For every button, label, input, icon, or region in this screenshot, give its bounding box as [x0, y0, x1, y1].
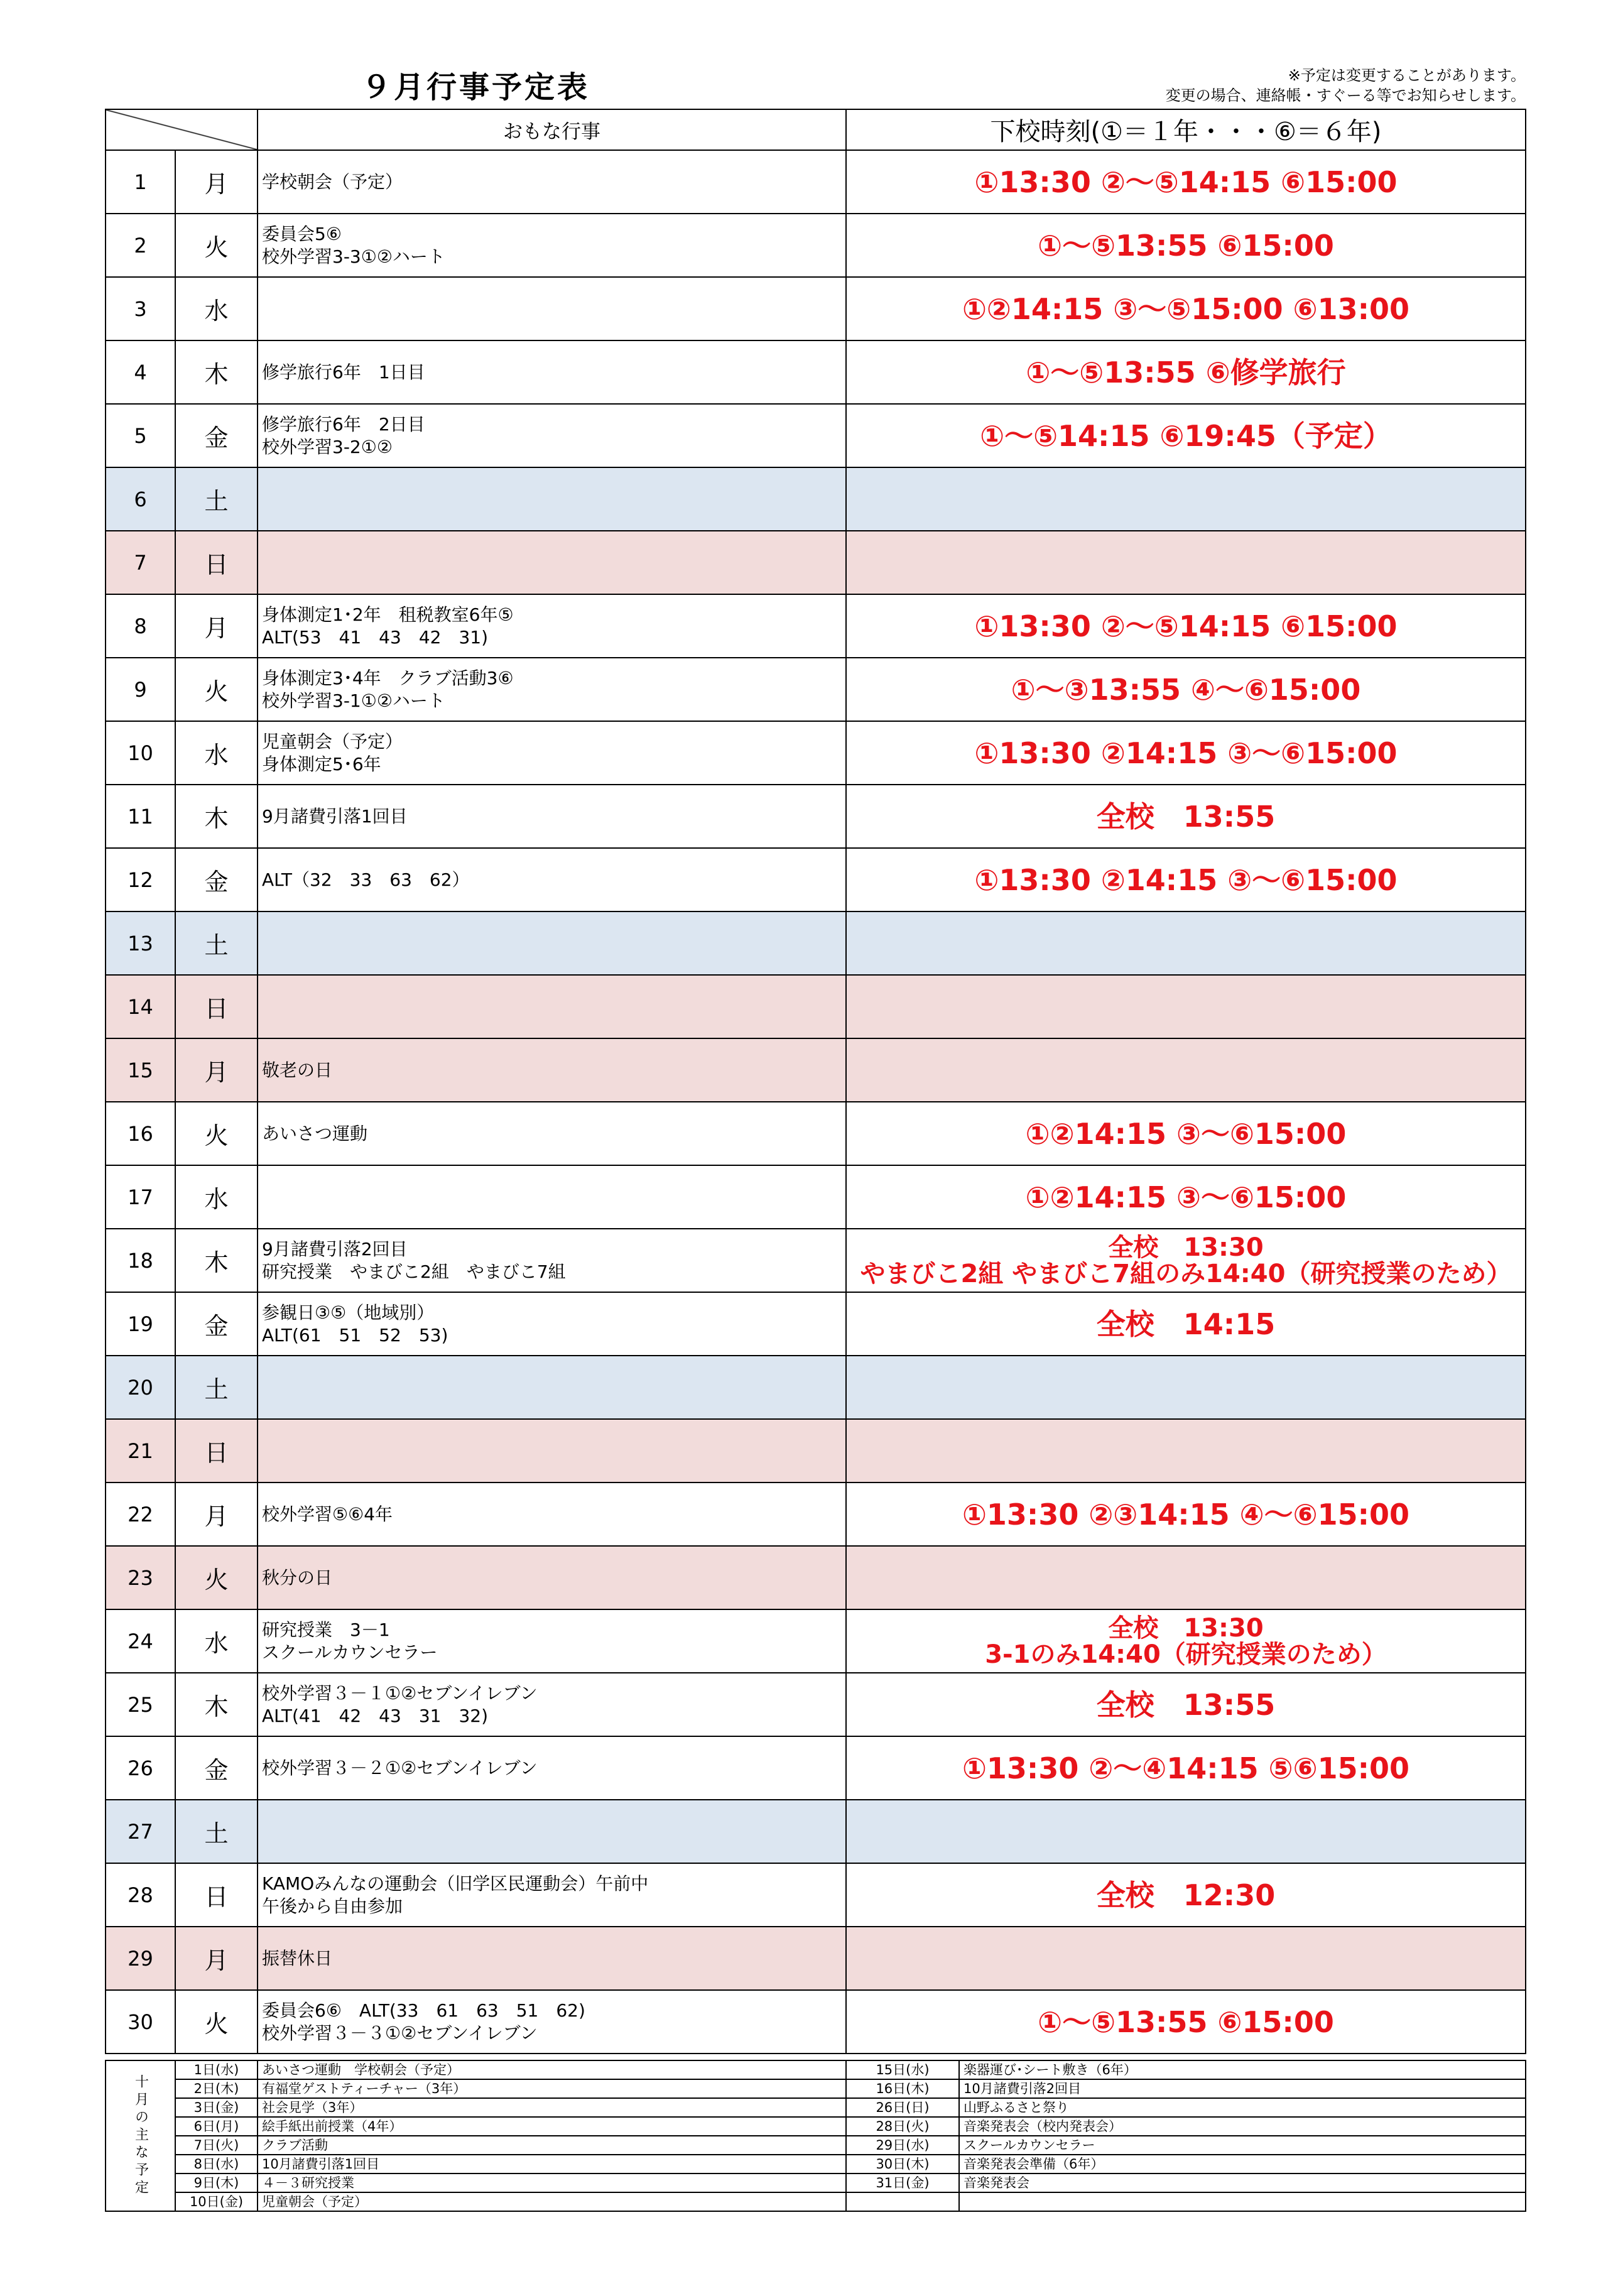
day-number: 2	[106, 214, 175, 277]
event-line: 午後から自由参加	[262, 1895, 403, 1917]
dismissal-cell	[846, 531, 1526, 594]
day-row	[106, 531, 1526, 594]
day-row	[106, 277, 1526, 340]
october-date: 28日(火)	[846, 2117, 959, 2136]
october-date: 30日(木)	[846, 2155, 959, 2174]
dismissal-cell	[846, 1927, 1526, 1990]
change-notice	[1166, 65, 1526, 106]
day-row	[106, 594, 1526, 658]
day-of-week: 木	[175, 1673, 258, 1736]
event-line: ALT(41 42 43 31 32)	[262, 1705, 488, 1726]
day-row	[106, 1102, 1526, 1165]
day-of-week: 火	[175, 1990, 258, 2054]
dismissal-cell	[846, 1038, 1526, 1102]
event-line: 学校朝会（予定）	[262, 171, 403, 192]
day-of-week: 金	[175, 404, 258, 467]
schedule-table	[105, 109, 1526, 2054]
october-date: 29日(水)	[846, 2136, 959, 2155]
dismissal-time: ①13:30 ②～⑤14:15 ⑥15:00	[974, 165, 1398, 199]
day-row	[106, 1229, 1526, 1292]
events-cell	[258, 975, 846, 1038]
dismissal-cell	[846, 1673, 1526, 1736]
day-number: 1	[106, 150, 175, 214]
event-line: 秋分の日	[262, 1567, 333, 1588]
day-number: 13	[106, 911, 175, 975]
day-of-week: 水	[175, 1609, 258, 1673]
dismissal-time: ①13:30 ②14:15 ③～⑥15:00	[974, 862, 1398, 897]
day-row	[106, 721, 1526, 785]
day-row	[106, 340, 1526, 404]
day-row	[106, 1292, 1526, 1356]
day-of-week: 水	[175, 1165, 258, 1229]
october-row	[106, 2192, 1526, 2211]
events-cell	[258, 1736, 846, 1800]
day-of-week: 木	[175, 340, 258, 404]
october-event	[959, 2192, 1526, 2211]
day-of-week: 火	[175, 214, 258, 277]
october-row	[106, 2079, 1526, 2098]
october-row	[106, 2098, 1526, 2117]
day-of-week: 月	[175, 150, 258, 214]
day-row	[106, 1927, 1526, 1990]
dismissal-time: ①～⑤13:55 ⑥15:00	[1038, 228, 1334, 263]
dismissal-cell	[846, 1292, 1526, 1356]
events-cell	[258, 531, 846, 594]
events-cell	[258, 1927, 846, 1990]
events-cell	[258, 1673, 846, 1736]
day-row	[106, 1038, 1526, 1102]
day-number: 8	[106, 594, 175, 658]
events-cell	[258, 848, 846, 911]
event-line: 校外学習3-1①②ハート	[262, 690, 445, 711]
events-cell	[258, 1165, 846, 1229]
day-row	[106, 1609, 1526, 1673]
events-cell	[258, 1990, 846, 2054]
page-title: ９月行事予定表	[361, 70, 590, 105]
events-cell	[258, 277, 846, 340]
dismissal-cell	[846, 1863, 1526, 1927]
dismissal-time: 全校 13:30	[1108, 1232, 1264, 1262]
day-of-week: 土	[175, 1356, 258, 1419]
dismissal-cell	[846, 721, 1526, 785]
day-row	[106, 150, 1526, 214]
events-cell	[258, 340, 846, 404]
day-number: 11	[106, 785, 175, 848]
october-event: ４－３研究授業	[258, 2174, 846, 2192]
october-date: 3日(金)	[175, 2098, 258, 2117]
events-cell	[258, 467, 846, 531]
event-line: 研究授業 3－1	[262, 1619, 390, 1640]
event-line: スクールカウンセラー	[262, 1641, 438, 1663]
day-number: 26	[106, 1736, 175, 1800]
day-number: 29	[106, 1927, 175, 1990]
event-line: 敬老の日	[262, 1059, 333, 1080]
october-date: 10日(金)	[175, 2192, 258, 2211]
day-number: 21	[106, 1419, 175, 1483]
october-date: 6日(月)	[175, 2117, 258, 2136]
day-of-week: 日	[175, 1419, 258, 1483]
october-event: 音楽発表会（校内発表会）	[959, 2117, 1526, 2136]
october-date: 31日(金)	[846, 2174, 959, 2192]
october-date: 9日(木)	[175, 2174, 258, 2192]
notice-line: ※予定は変更することがあります。	[1288, 67, 1526, 84]
dismissal-time: ①～③13:55 ④～⑥15:00	[1011, 672, 1361, 707]
events-cell	[258, 1609, 846, 1673]
day-row	[106, 467, 1526, 531]
dismissal-cell	[846, 1419, 1526, 1483]
day-row	[106, 1800, 1526, 1863]
october-event: 10月諸費引落1回目	[258, 2155, 846, 2174]
dismissal-cell	[846, 658, 1526, 721]
event-line: 9月諸費引落2回目	[262, 1238, 408, 1260]
day-of-week: 日	[175, 531, 258, 594]
header-row	[106, 109, 1526, 150]
event-line: 修学旅行6年 2日目	[262, 413, 425, 435]
event-line: ALT（32 33 63 62）	[262, 869, 470, 890]
event-line: 9月諸費引落1回目	[262, 805, 408, 827]
october-row	[106, 2155, 1526, 2174]
events-cell	[258, 1419, 846, 1483]
day-number: 14	[106, 975, 175, 1038]
october-event: 音楽発表会	[959, 2174, 1526, 2192]
events-cell	[258, 1546, 846, 1609]
dismissal-cell	[846, 467, 1526, 531]
day-number: 3	[106, 277, 175, 340]
dismissal-cell	[846, 911, 1526, 975]
day-number: 20	[106, 1356, 175, 1419]
day-of-week: 火	[175, 1546, 258, 1609]
october-date: 2日(木)	[175, 2079, 258, 2098]
day-number: 28	[106, 1863, 175, 1927]
day-row	[106, 1673, 1526, 1736]
events-cell	[258, 1229, 846, 1292]
event-line: 校外学習3-3①②ハート	[262, 246, 445, 267]
october-event: 音楽発表会準備（6年）	[959, 2155, 1526, 2174]
day-of-week: 金	[175, 1292, 258, 1356]
day-of-week: 月	[175, 594, 258, 658]
event-line: 身体測定3･4年 クラブ活動3⑥	[262, 667, 514, 688]
day-of-week: 金	[175, 1736, 258, 1800]
dismissal-time: ①13:30 ②14:15 ③～⑥15:00	[974, 736, 1398, 770]
events-cell	[258, 1483, 846, 1546]
day-number: 25	[106, 1673, 175, 1736]
dismissal-time: ①②14:15 ③～⑥15:00	[1025, 1180, 1347, 1214]
header-times: 下校時刻(①＝１年・・・⑥＝６年)	[846, 109, 1526, 150]
dismissal-time: 全校 12:30	[1096, 1878, 1276, 1912]
dismissal-cell	[846, 1356, 1526, 1419]
dismissal-cell	[846, 1483, 1526, 1546]
dismissal-cell	[846, 975, 1526, 1038]
day-row	[106, 1990, 1526, 2054]
dismissal-cell	[846, 340, 1526, 404]
day-number: 6	[106, 467, 175, 531]
events-cell	[258, 658, 846, 721]
event-line: 校外学習３－３①②セブンイレブン	[262, 2022, 538, 2043]
october-event: 10月諸費引落2回目	[959, 2079, 1526, 2098]
event-line: 研究授業 やまびこ2組 やまびこ7組	[262, 1261, 566, 1282]
day-of-week: 土	[175, 911, 258, 975]
dismissal-cell	[846, 404, 1526, 467]
october-date: 7日(火)	[175, 2136, 258, 2155]
day-number: 19	[106, 1292, 175, 1356]
day-number: 12	[106, 848, 175, 911]
day-of-week: 土	[175, 1800, 258, 1863]
day-row	[106, 1165, 1526, 1229]
day-of-week: 日	[175, 975, 258, 1038]
day-row	[106, 1546, 1526, 1609]
day-number: 4	[106, 340, 175, 404]
october-event: スクールカウンセラー	[959, 2136, 1526, 2155]
day-row	[106, 1736, 1526, 1800]
day-number: 22	[106, 1483, 175, 1546]
dismissal-cell	[846, 1990, 1526, 2054]
dismissal-time: ①～⑤14:15 ⑥19:45（予定）	[980, 418, 1392, 453]
header-events: おもな行事	[258, 109, 846, 150]
day-number: 7	[106, 531, 175, 594]
event-line: 校外学習３－２①②セブンイレブン	[262, 1757, 538, 1778]
october-event: 社会見学（3年）	[258, 2098, 846, 2117]
day-of-week: 日	[175, 1863, 258, 1927]
day-row	[106, 1863, 1526, 1927]
dismissal-time: ①～⑤13:55 ⑥15:00	[1038, 2005, 1334, 2039]
event-line: 身体測定5･6年	[262, 753, 381, 775]
dismissal-time: 全校 13:30	[1108, 1613, 1264, 1643]
dismissal-cell	[846, 150, 1526, 214]
october-date: 8日(水)	[175, 2155, 258, 2174]
day-row	[106, 658, 1526, 721]
october-event: クラブ活動	[258, 2136, 846, 2155]
october-row	[106, 2060, 1526, 2079]
day-of-week: 木	[175, 1229, 258, 1292]
day-row	[106, 848, 1526, 911]
day-number: 24	[106, 1609, 175, 1673]
dismissal-cell	[846, 1800, 1526, 1863]
day-of-week: 月	[175, 1483, 258, 1546]
events-cell	[258, 911, 846, 975]
october-date	[846, 2192, 959, 2211]
dismissal-time: ①②14:15 ③～⑥15:00	[1025, 1116, 1347, 1151]
day-of-week: 木	[175, 785, 258, 848]
day-of-week: 金	[175, 848, 258, 911]
dismissal-time: 全校 13:55	[1096, 799, 1276, 834]
events-cell	[258, 1038, 846, 1102]
october-label: 十月の主な予定	[106, 2060, 175, 2211]
event-line: KAMOみんなの運動会（旧学区民運動会）午前中	[262, 1873, 649, 1894]
dismissal-cell	[846, 594, 1526, 658]
day-of-week: 水	[175, 277, 258, 340]
day-of-week: 月	[175, 1927, 258, 1990]
events-cell	[258, 404, 846, 467]
dismissal-time: ①～⑤13:55 ⑥修学旅行	[1026, 355, 1346, 389]
events-cell	[258, 1292, 846, 1356]
day-of-week: 火	[175, 1102, 258, 1165]
day-number: 17	[106, 1165, 175, 1229]
dismissal-cell	[846, 785, 1526, 848]
events-cell	[258, 721, 846, 785]
day-of-week: 土	[175, 467, 258, 531]
dismissal-time: 全校 14:15	[1096, 1307, 1276, 1341]
dismissal-time: ①13:30 ②～⑤14:15 ⑥15:00	[974, 609, 1398, 643]
day-row	[106, 1419, 1526, 1483]
day-number: 18	[106, 1229, 175, 1292]
day-row	[106, 975, 1526, 1038]
event-line: 身体測定1･2年 租税教室6年⑤	[262, 604, 514, 625]
event-line: 振替休日	[262, 1947, 333, 1969]
dismissal-cell	[846, 1546, 1526, 1609]
event-line: ALT(53 41 43 42 31)	[262, 626, 488, 648]
day-row	[106, 1483, 1526, 1546]
event-line: 校外学習3-2①②	[262, 436, 393, 457]
october-date: 15日(水)	[846, 2060, 959, 2079]
notice-line: 変更の場合、連絡帳・すぐーる等でお知らせします。	[1165, 87, 1526, 104]
dismissal-cell	[846, 1102, 1526, 1165]
event-line: 修学旅行6年 1日目	[262, 361, 425, 383]
dismissal-cell	[846, 1609, 1526, 1673]
dismissal-time: ①②14:15 ③～⑤15:00 ⑥13:00	[962, 291, 1410, 326]
events-cell	[258, 1356, 846, 1419]
day-number: 9	[106, 658, 175, 721]
day-number: 27	[106, 1800, 175, 1863]
october-row	[106, 2117, 1526, 2136]
day-of-week: 水	[175, 721, 258, 785]
october-event: あいさつ運動 学校朝会（予定）	[258, 2060, 846, 2079]
events-cell	[258, 785, 846, 848]
events-cell	[258, 1800, 846, 1863]
october-row	[106, 2174, 1526, 2192]
event-line: 校外学習３－１①②セブンイレブン	[262, 1682, 538, 1704]
events-cell	[258, 150, 846, 214]
day-number: 23	[106, 1546, 175, 1609]
day-number: 16	[106, 1102, 175, 1165]
day-number: 10	[106, 721, 175, 785]
dismissal-cell	[846, 214, 1526, 277]
event-line: ALT(61 51 52 53)	[262, 1324, 448, 1346]
dismissal-cell	[846, 1229, 1526, 1292]
october-event: 絵手紙出前授業（4年）	[258, 2117, 846, 2136]
october-date: 26日(日)	[846, 2098, 959, 2117]
dismissal-cell	[846, 848, 1526, 911]
dismissal-cell	[846, 1165, 1526, 1229]
october-table	[105, 2060, 1526, 2212]
event-line: 校外学習⑤⑥4年	[262, 1503, 393, 1525]
header-corner	[106, 109, 258, 150]
events-cell	[258, 1102, 846, 1165]
event-line: 参観日③⑤（地域別）	[262, 1302, 435, 1323]
event-line: 委員会5⑥	[262, 223, 342, 244]
day-row	[106, 911, 1526, 975]
october-event: 児童朝会（予定）	[258, 2192, 846, 2211]
october-date: 16日(木)	[846, 2079, 959, 2098]
october-event: 山野ふるさと祭り	[959, 2098, 1526, 2117]
dismissal-time: 全校 13:55	[1096, 1687, 1276, 1722]
event-line: あいさつ運動	[262, 1123, 368, 1144]
events-cell	[258, 594, 846, 658]
october-row	[106, 2136, 1526, 2155]
dismissal-time: やまびこ2組 やまびこ7組のみ14:40（研究授業のため）	[860, 1259, 1512, 1288]
dismissal-time: ①13:30 ②③14:15 ④～⑥15:00	[962, 1497, 1410, 1532]
dismissal-cell	[846, 277, 1526, 340]
day-number: 30	[106, 1990, 175, 2054]
events-cell	[258, 1863, 846, 1927]
dismissal-time: ①13:30 ②～④14:15 ⑤⑥15:00	[962, 1751, 1410, 1785]
october-event: 有福堂ゲストティーチャー（3年）	[258, 2079, 846, 2098]
day-row	[106, 785, 1526, 848]
event-line: 児童朝会（予定）	[262, 731, 403, 752]
october-event: 楽器運び･シート敷き（6年）	[959, 2060, 1526, 2079]
day-number: 5	[106, 404, 175, 467]
day-row	[106, 214, 1526, 277]
october-date: 1日(水)	[175, 2060, 258, 2079]
day-of-week: 火	[175, 658, 258, 721]
day-number: 15	[106, 1038, 175, 1102]
day-row	[106, 404, 1526, 467]
event-line: 委員会6⑥ ALT(33 61 63 51 62)	[262, 1999, 585, 2021]
dismissal-cell	[846, 1736, 1526, 1800]
dismissal-time: 3-1のみ14:40（研究授業のため）	[985, 1640, 1387, 1669]
day-row	[106, 1356, 1526, 1419]
day-of-week: 月	[175, 1038, 258, 1102]
events-cell	[258, 214, 846, 277]
